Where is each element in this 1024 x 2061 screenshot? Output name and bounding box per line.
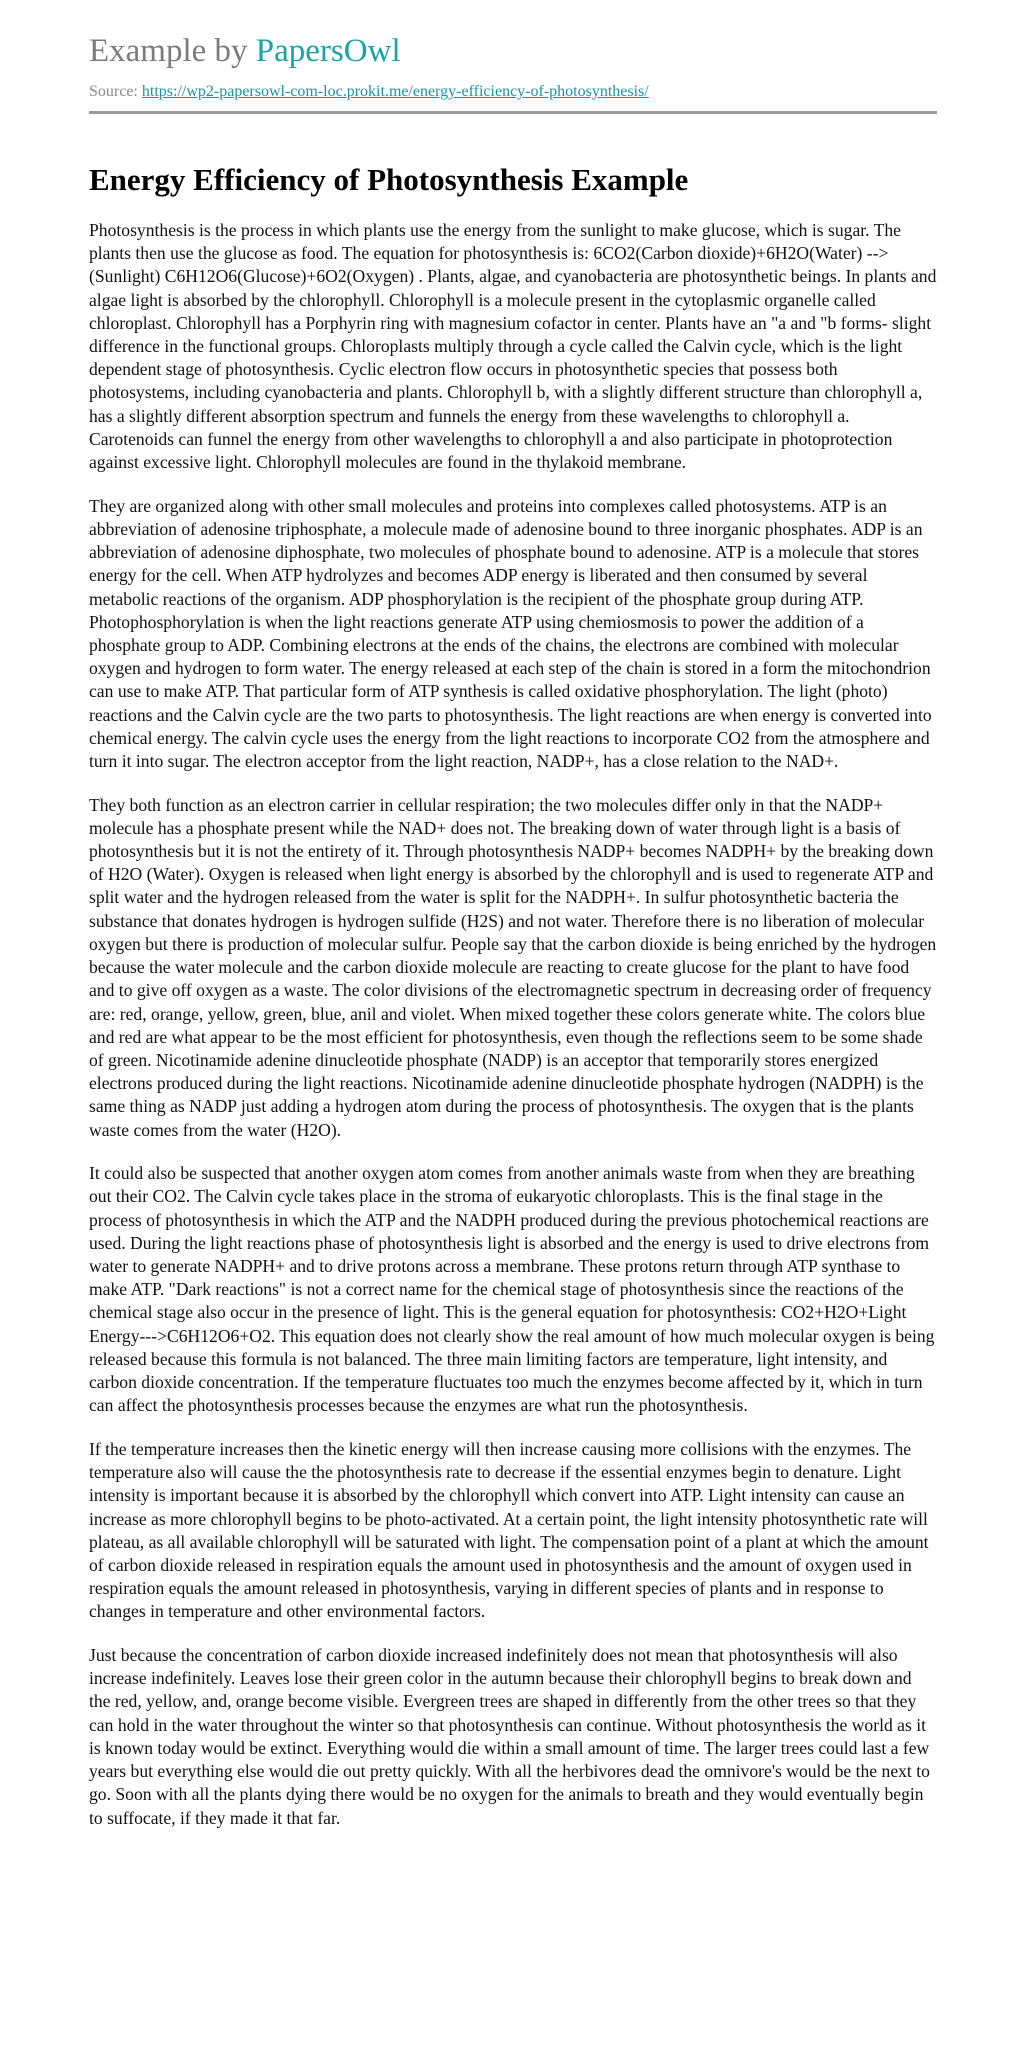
source-url-link[interactable]: https://wp2-papersowl-com-loc.prokit.me/energy-efficiency-of-photosynthesis/ [141, 83, 649, 100]
article-paragraph: They are organized along with other small molecules and proteins into complexes called photosystems. ATP is an abbreviation of adenosine triphosphate, a molecule made of adenosine bound to three inorganic phosphates. ADP is an abbreviation of adenosine diphosphate, two molecules of phosphate bound to adenosine. ATP is a molecule that stores energy for the cell. When ATP hydrolyzes and becomes ADP energy is liberated and then consumed by several metabolic reactions of the organism. ADP phosphorylation is the recipient of the phosphate group during ATP. Photophosphorylation is when the light reactions generate ATP using chemiosmosis to power the addition of a phosphate group to ADP. Combining electrons at the ends of the chains, the electrons are combined with molecular oxygen and hydrogen to form water. The energy released at each step of the chain is stored in a form the mitochondrion can use to make ATP. That particular form of ATP synthesis is called oxidative phosphorylation. The light (photo) reactions and the Calvin cycle are the two parts to photosynthesis. The light reactions are when energy is converted into chemical energy. The calvin cycle uses the energy from the light reactions to incorporate CO2 from the atmosphere and turn it into sugar. The electron acceptor from the light reaction, NADP+, has a close relation to the NAD+. [89, 495, 932, 771]
article-paragraph: Photosynthesis is the process in which plants use the energy from the sunlight to make glucose, which is sugar. The plants then use the glucose as food. The equation for photosynthesis is: 6CO2(Carbon dioxide)+6H2O(Water) -->(Sunlight) C6H12O6(Glucose)+6O2(Oxygen) . Plants, algae, and cyanobacteria are photosynthetic beings. In plants and algae light is absorbed by the chlorophyll. Chlorophyll is a molecule present in the cytoplasmic organelle called chloroplast. Chlorophyll has a Porphyrin ring with magnesium cofactor in center. Plants have an "a and "b forms- slight difference in the functional groups. Chloroplasts multiply through a cycle called the Calvin cycle, which is the light dependent stage of photosynthesis. Cyclic electron flow occurs in photosynthetic species that possess both photosystems, including cyanobacteria and plants. Chlorophyll b, with a slightly different structure than chlorophyll a, has a slightly different absorption spectrum and funnels the energy from these wavelengths to chlorophyll a. Carotenoids can funnel the energy from other wavelengths to chlorophyll a and also participate in photoprotection against excessive light. Chlorophyll molecules are found in the thylakoid membrane. [89, 220, 937, 473]
article-paragraph: Just because the concentration of carbon dioxide increased indefinitely does not mean that photosynthesis will also increase indefinitely. Leaves lose their green color in the autumn because their chlorophyll begins to break down and the red, yellow, and, orange become visible. Evergreen trees are shaped in differently from the other trees so that they can hold in the water throughout the winter so that photosynthesis can continue. Without photosynthesis the world as it is known today would be extinct. Everything would die within a small amount of time. The larger trees could last a few years but everything else would die out pretty quickly. With all the herbivores dead the omnivore's would be the next to go. Soon with all the plants dying there would be no oxygen for the animals to breath and they would eventually begin to suffocate, if they made it that far. [89, 1645, 930, 1828]
brand-header [89, 30, 937, 72]
source-label: Source: [89, 83, 142, 100]
article-paragraph: It could also be suspected that another oxygen atom comes from another animals waste from when they are breathing out their CO2. The Calvin cycle takes place in the stroma of eukaryotic chloroplasts. This is the final stage in the process of photosynthesis in which the ATP and the NADPH produced during the previous photochemical reactions are used. During the light reactions phase of photosynthesis light is absorbed and the energy is used to drive electrons from water to generate NADPH+ and to drive protons across a membrane. These protons return through ATP synthase to make ATP. "Dark reactions" is not a correct name for the chemical stage of photosynthesis since the reactions of the chemical stage also occur in the presence of light. This is the general equation for photosynthesis: CO2+H2O+Light Energy--->C6H12O6+O2. This equation does not clearly show the real amount of how much molecular oxygen is being released because this formula is not balanced. The three main limiting factors are temperature, light intensity, and carbon dioxide concentration. If the temperature fluctuates too much the enzymes become affected by it, which in turn can affect the photosynthesis processes because the enzymes are what run the photosynthesis. [89, 1163, 935, 1416]
document-page [89, 0, 937, 1850]
article-paragraph: If the temperature increases then the kinetic energy will then increase causing more collisions with the enzymes. The temperature also will cause the the photosynthesis rate to decrease if the essential enzymes begin to denature. Light intensity is important because it is absorbed by the chlorophyll which convert into ATP. Light intensity can cause an increase as more chlorophyll begins to be photo-activated. At a certain point, the light intensity photosynthetic rate will plateau, as all available chlorophyll will be saturated with light. The compensation point of a plant at which the amount of carbon dioxide released in respiration equals the amount used in photosynthesis and the amount of oxygen used in respiration equals the amount released in photosynthesis, varying in different species of plants and in response to changes in temperature and other environmental factors. [89, 1438, 929, 1622]
article-body [89, 219, 937, 1830]
source-line [89, 82, 937, 102]
article-paragraph: They both function as an electron carrier in cellular respiration; the two molecules differ only in that the NADP+ molecule has a phosphate present while the NAD+ does not. The breaking down of water through light is a basis of photosynthesis but it is not the entirety of it. Through photosynthesis NADP+ becomes NADPH+ by the breaking down of H2O (Water). Oxygen is released when light energy is absorbed by the chlorophyll and is used to regenerate ATP and split water and the hydrogen released from the water is split for the NADPH+. In sulfur photosynthetic bacteria the substance that donates hydrogen is hydrogen sulfide (H2S) and not water. Therefore there is no liberation of molecular oxygen but there is production of molecular sulfur. People say that the carbon dioxide is being enriched by the hydrogen because the water molecule and the carbon dioxide molecule are reacting to create glucose for the plant to have food and to give off oxygen as a waste. The color divisions of the electromagnetic spectrum in decreasing order of frequency are: red, orange, yellow, green, blue, anil and violet. When mixed together these colors generate white. The colors blue and red are what appear to be the most efficient for photosynthesis, even though the reflections seem to be some shade of green. Nicotinamide adenine dinucleotide phosphate (NADP) is an acceptor that temporarily stores energized electrons produced during the light reactions. Nicotinamide adenine dinucleotide phosphate hydrogen (NADPH) is the same thing as NADP just adding a hydrogen atom during the process of photosynthesis. The oxygen that is the plants waste comes from the water (H2O). [89, 794, 937, 1140]
brand-prefix: Example by [89, 33, 256, 69]
header-divider [89, 111, 937, 114]
article-title: Energy Efficiency of Photosynthesis Example [89, 162, 689, 197]
brand-name-link[interactable]: PapersOwl [255, 33, 401, 69]
